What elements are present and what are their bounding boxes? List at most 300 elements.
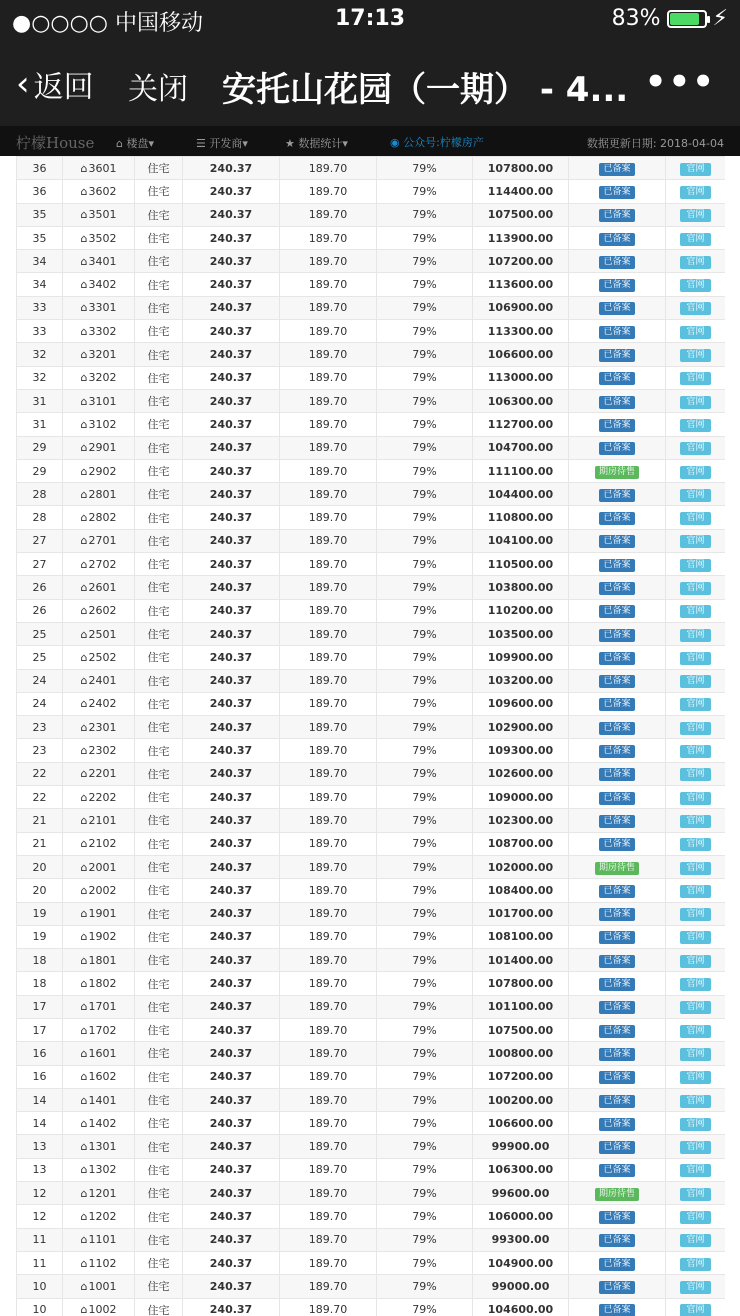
- usage-cell: 住宅: [135, 855, 183, 878]
- status-cell: [569, 622, 666, 645]
- status-badge: 已备案: [599, 978, 634, 991]
- status-badge: 已备案: [599, 186, 634, 199]
- room-cell: [63, 483, 135, 506]
- area-cell: 240.37: [183, 459, 280, 482]
- status-cell: [569, 459, 666, 482]
- more-options-button[interactable]: •••: [644, 62, 716, 102]
- house-icon: ⌂: [80, 1000, 88, 1014]
- usage-cell: 住宅: [135, 1158, 183, 1181]
- status-badge: 已备案: [599, 535, 634, 548]
- ratio-cell: 79%: [377, 506, 473, 529]
- floor-cell: 31: [17, 413, 63, 436]
- usage-cell: 住宅: [135, 902, 183, 925]
- wechat-account[interactable]: ◉ 公众号:柠檬房产: [390, 136, 484, 149]
- price-cell: 103800.00: [473, 576, 569, 599]
- link-cell: [666, 925, 726, 948]
- usage-cell: 住宅: [135, 343, 183, 366]
- room-number: 2402: [88, 697, 117, 711]
- link-cell: [666, 1298, 726, 1316]
- status-badge: 期房待售: [595, 1188, 639, 1201]
- status-cell: [569, 1018, 666, 1041]
- menu-developer[interactable]: ☰ 开发商▾: [196, 137, 248, 150]
- link-cell: [666, 436, 726, 459]
- area-cell: 240.37: [183, 553, 280, 576]
- status-badge: 已备案: [599, 233, 634, 246]
- ratio-cell: 79%: [377, 1251, 473, 1274]
- inner-area-cell: 189.70: [280, 250, 377, 273]
- house-icon: ⌂: [80, 254, 88, 268]
- floor-cell: 34: [17, 250, 63, 273]
- house-icon: ⌂: [80, 487, 88, 501]
- inner-area-cell: 189.70: [280, 436, 377, 459]
- status-cell: [569, 1251, 666, 1274]
- table-row: [17, 320, 726, 343]
- link-cell: [666, 250, 726, 273]
- area-cell: 240.37: [183, 180, 280, 203]
- status-cell: [569, 413, 666, 436]
- floor-cell: 36: [17, 180, 63, 203]
- link-cell: [666, 389, 726, 412]
- usage-cell: 住宅: [135, 646, 183, 669]
- room-number: 3501: [88, 208, 117, 222]
- table-row: [17, 995, 726, 1018]
- status-cell: [569, 1182, 666, 1205]
- price-cell: 110500.00: [473, 553, 569, 576]
- page-title: 安托山花园（一期） - 4...: [222, 70, 629, 110]
- room-cell: [63, 226, 135, 249]
- status-badge: 已备案: [599, 722, 634, 735]
- house-icon: ⌂: [80, 604, 88, 618]
- status-badge: 已备案: [599, 256, 634, 269]
- units-table-container[interactable]: [16, 156, 725, 1316]
- official-site-link[interactable]: 官网: [680, 466, 710, 479]
- official-site-link[interactable]: 官网: [680, 792, 710, 805]
- official-site-link[interactable]: 官网: [680, 1025, 710, 1038]
- link-cell: [666, 716, 726, 739]
- room-number: 3602: [88, 184, 117, 198]
- inner-area-cell: 189.70: [280, 180, 377, 203]
- ratio-cell: 79%: [377, 180, 473, 203]
- status-cell: [569, 1275, 666, 1298]
- official-site-link[interactable]: 官网: [680, 931, 710, 944]
- official-site-link[interactable]: 官网: [680, 722, 710, 735]
- room-number: 1701: [88, 1000, 117, 1014]
- room-number: 1301: [88, 1140, 117, 1154]
- house-icon: ⌂: [80, 1233, 88, 1247]
- room-cell: [63, 995, 135, 1018]
- room-number: 2202: [88, 790, 117, 804]
- link-cell: [666, 413, 726, 436]
- area-cell: 240.37: [183, 1018, 280, 1041]
- status-badge: 已备案: [599, 1164, 634, 1177]
- inner-area-cell: 189.70: [280, 1298, 377, 1316]
- room-number: 3502: [88, 231, 117, 245]
- table-row: [17, 506, 726, 529]
- official-site-link[interactable]: 官网: [680, 1048, 710, 1061]
- room-number: 3402: [88, 278, 117, 292]
- inner-area-cell: 189.70: [280, 855, 377, 878]
- ratio-cell: 79%: [377, 529, 473, 552]
- house-icon: ⌂: [80, 767, 88, 781]
- link-cell: [666, 1275, 726, 1298]
- official-site-link[interactable]: 官网: [680, 279, 710, 292]
- room-number: 2001: [88, 860, 117, 874]
- area-cell: 240.37: [183, 622, 280, 645]
- inner-area-cell: 189.70: [280, 273, 377, 296]
- inner-area-cell: 189.70: [280, 529, 377, 552]
- room-cell: [63, 622, 135, 645]
- official-site-link[interactable]: 官网: [680, 302, 710, 315]
- usage-cell: 住宅: [135, 366, 183, 389]
- table-row: [17, 786, 726, 809]
- room-cell: [63, 389, 135, 412]
- house-icon: ⌂: [80, 1046, 88, 1060]
- status-badge: 已备案: [599, 442, 634, 455]
- status-badge: 已备案: [599, 792, 634, 805]
- status-badge: 已备案: [599, 885, 634, 898]
- official-site-link[interactable]: 官网: [680, 1304, 710, 1316]
- usage-cell: 住宅: [135, 1228, 183, 1251]
- room-number: 2201: [88, 767, 117, 781]
- price-cell: 104600.00: [473, 1298, 569, 1316]
- status-cell: [569, 925, 666, 948]
- table-row: [17, 553, 726, 576]
- official-site-link[interactable]: 官网: [680, 442, 710, 455]
- table-row: [17, 669, 726, 692]
- floor-cell: 12: [17, 1182, 63, 1205]
- room-cell: [63, 413, 135, 436]
- inner-area-cell: 189.70: [280, 366, 377, 389]
- table-row: [17, 879, 726, 902]
- official-site-link[interactable]: 官网: [680, 978, 710, 991]
- ratio-cell: 79%: [377, 879, 473, 902]
- ratio-cell: 79%: [377, 273, 473, 296]
- official-site-link[interactable]: 官网: [680, 815, 710, 828]
- official-site-link[interactable]: 官网: [680, 1188, 710, 1201]
- official-site-link[interactable]: 官网: [680, 652, 710, 665]
- room-number: 1202: [88, 1210, 117, 1223]
- table-row: [17, 622, 726, 645]
- inner-area-cell: 189.70: [280, 320, 377, 343]
- usage-cell: 住宅: [135, 157, 183, 180]
- house-icon: ⌂: [80, 231, 88, 245]
- back-button[interactable]: [16, 62, 94, 106]
- table-row: [17, 1065, 726, 1088]
- official-site-link[interactable]: 官网: [680, 1258, 710, 1271]
- official-site-link[interactable]: 官网: [680, 1071, 710, 1084]
- room-number: 1102: [88, 1256, 117, 1270]
- official-site-link[interactable]: 官网: [680, 396, 710, 409]
- house-icon: ⌂: [80, 977, 88, 991]
- official-site-link[interactable]: 官网: [680, 372, 710, 385]
- inner-area-cell: 189.70: [280, 1042, 377, 1065]
- floor-cell: 22: [17, 762, 63, 785]
- ratio-cell: 79%: [377, 1205, 473, 1228]
- official-site-link[interactable]: 官网: [680, 186, 710, 199]
- room-cell: [63, 250, 135, 273]
- inner-area-cell: 189.70: [280, 1112, 377, 1135]
- inner-area-cell: 189.70: [280, 1205, 377, 1228]
- table-row: [17, 483, 726, 506]
- house-icon: ⌂: [80, 860, 88, 874]
- house-icon: ⌂: [80, 953, 88, 967]
- room-cell: [63, 366, 135, 389]
- ratio-cell: 79%: [377, 436, 473, 459]
- house-icon: ⌂: [80, 1256, 88, 1270]
- area-cell: 240.37: [183, 506, 280, 529]
- usage-cell: 住宅: [135, 226, 183, 249]
- room-cell: [63, 1182, 135, 1205]
- link-cell: [666, 622, 726, 645]
- floor-cell: 29: [17, 436, 63, 459]
- price-cell: 102300.00: [473, 809, 569, 832]
- price-cell: 108400.00: [473, 879, 569, 902]
- usage-cell: 住宅: [135, 786, 183, 809]
- status-badge: 已备案: [599, 1048, 634, 1061]
- official-site-link[interactable]: 官网: [680, 1234, 710, 1247]
- status-cell: [569, 949, 666, 972]
- status-cell: [569, 972, 666, 995]
- room-cell: [63, 529, 135, 552]
- ratio-cell: 79%: [377, 716, 473, 739]
- room-number: 1401: [88, 1093, 117, 1107]
- floor-cell: 16: [17, 1042, 63, 1065]
- price-cell: 106300.00: [473, 1158, 569, 1181]
- official-site-link[interactable]: 官网: [680, 605, 710, 618]
- status-badge: 已备案: [599, 629, 634, 642]
- usage-cell: 住宅: [135, 553, 183, 576]
- status-cell: [569, 599, 666, 622]
- status-badge: 已备案: [599, 768, 634, 781]
- floor-cell: 11: [17, 1251, 63, 1274]
- usage-cell: 住宅: [135, 1088, 183, 1111]
- area-cell: 240.37: [183, 646, 280, 669]
- area-cell: 240.37: [183, 809, 280, 832]
- link-cell: [666, 879, 726, 902]
- inner-area-cell: 189.70: [280, 1251, 377, 1274]
- official-site-link[interactable]: 官网: [680, 349, 710, 362]
- inner-area-cell: 189.70: [280, 1065, 377, 1088]
- official-site-link[interactable]: 官网: [680, 256, 710, 269]
- ratio-cell: 79%: [377, 1158, 473, 1181]
- ratio-cell: 79%: [377, 809, 473, 832]
- inner-area-cell: 189.70: [280, 296, 377, 319]
- area-cell: 240.37: [183, 1251, 280, 1274]
- official-site-link[interactable]: 官网: [680, 1001, 710, 1014]
- usage-cell: 住宅: [135, 506, 183, 529]
- official-site-link[interactable]: 官网: [680, 512, 710, 525]
- room-cell: [63, 832, 135, 855]
- official-site-link[interactable]: 官网: [680, 1118, 710, 1131]
- area-cell: 240.37: [183, 576, 280, 599]
- area-cell: 240.37: [183, 250, 280, 273]
- official-site-link[interactable]: 官网: [680, 1141, 710, 1154]
- room-cell: [63, 553, 135, 576]
- status-cell: [569, 483, 666, 506]
- official-site-link[interactable]: 官网: [680, 862, 710, 875]
- ratio-cell: 79%: [377, 1065, 473, 1088]
- inner-area-cell: 189.70: [280, 483, 377, 506]
- link-cell: [666, 180, 726, 203]
- link-cell: [666, 1065, 726, 1088]
- menu-loupan[interactable]: ⌂ 楼盘▾: [116, 137, 155, 150]
- usage-cell: 住宅: [135, 1112, 183, 1135]
- status-badge: 已备案: [599, 163, 634, 176]
- usage-cell: 住宅: [135, 1205, 183, 1228]
- official-site-link[interactable]: 官网: [680, 885, 710, 898]
- official-site-link[interactable]: 官网: [680, 419, 710, 432]
- floor-cell: 32: [17, 343, 63, 366]
- house-icon: ⌂: [80, 441, 88, 455]
- status-cell: [569, 320, 666, 343]
- usage-cell: 住宅: [135, 879, 183, 902]
- room-number: 1902: [88, 930, 117, 944]
- room-number: 1201: [88, 1186, 117, 1200]
- price-cell: 101400.00: [473, 949, 569, 972]
- status-badge: 已备案: [599, 908, 634, 921]
- official-site-link[interactable]: 官网: [680, 908, 710, 921]
- link-cell: [666, 786, 726, 809]
- status-cell: [569, 879, 666, 902]
- close-button[interactable]: 关闭: [128, 72, 188, 107]
- house-icon: ⌂: [80, 930, 88, 944]
- room-number: 2401: [88, 674, 117, 688]
- usage-cell: 住宅: [135, 1275, 183, 1298]
- price-cell: 100200.00: [473, 1088, 569, 1111]
- price-cell: 109900.00: [473, 646, 569, 669]
- official-site-link[interactable]: 官网: [680, 955, 710, 968]
- official-site-link[interactable]: 官网: [680, 629, 710, 642]
- link-cell: [666, 296, 726, 319]
- status-badge: 已备案: [599, 419, 634, 432]
- ratio-cell: 79%: [377, 739, 473, 762]
- room-number: 2501: [88, 627, 117, 641]
- price-cell: 106300.00: [473, 389, 569, 412]
- official-site-link[interactable]: 官网: [680, 233, 710, 246]
- area-cell: 240.37: [183, 902, 280, 925]
- status-badge: 已备案: [599, 209, 634, 222]
- floor-cell: 12: [17, 1205, 63, 1228]
- room-number: 2902: [88, 464, 117, 478]
- usage-cell: 住宅: [135, 1042, 183, 1065]
- usage-cell: 住宅: [135, 483, 183, 506]
- status-cell: [569, 273, 666, 296]
- official-site-link[interactable]: 官网: [680, 582, 710, 595]
- room-cell: [63, 320, 135, 343]
- room-number: 1101: [88, 1233, 117, 1247]
- ratio-cell: 79%: [377, 1088, 473, 1111]
- official-site-link[interactable]: 官网: [680, 163, 710, 176]
- inner-area-cell: 189.70: [280, 995, 377, 1018]
- status-badge: 已备案: [599, 349, 634, 362]
- official-site-link[interactable]: 官网: [680, 838, 710, 851]
- table-row: [17, 366, 726, 389]
- official-site-link[interactable]: 官网: [680, 1211, 710, 1224]
- official-site-link[interactable]: 官网: [680, 698, 710, 711]
- floor-cell: 18: [17, 972, 63, 995]
- table-row: [17, 436, 726, 459]
- chevron-left-icon: ‹: [16, 64, 30, 104]
- usage-cell: 住宅: [135, 925, 183, 948]
- ratio-cell: 79%: [377, 483, 473, 506]
- ratio-cell: 79%: [377, 786, 473, 809]
- house-icon: ⌂: [80, 627, 88, 641]
- floor-cell: 13: [17, 1135, 63, 1158]
- link-cell: [666, 1112, 726, 1135]
- inner-area-cell: 189.70: [280, 972, 377, 995]
- ratio-cell: 79%: [377, 1228, 473, 1251]
- official-site-link[interactable]: 官网: [680, 768, 710, 781]
- official-site-link[interactable]: 官网: [680, 559, 710, 572]
- house-icon: ⌂: [80, 697, 88, 711]
- status-badge: 已备案: [599, 1095, 634, 1108]
- area-cell: 240.37: [183, 1298, 280, 1316]
- status-cell: [569, 389, 666, 412]
- room-cell: [63, 157, 135, 180]
- usage-cell: 住宅: [135, 716, 183, 739]
- official-site-link[interactable]: 官网: [680, 326, 710, 339]
- status-badge: 已备案: [599, 1281, 634, 1294]
- room-cell: [63, 786, 135, 809]
- floor-cell: 24: [17, 692, 63, 715]
- charging-icon: ⚡: [712, 6, 728, 31]
- official-site-link[interactable]: 官网: [680, 745, 710, 758]
- price-cell: 99000.00: [473, 1275, 569, 1298]
- table-row: [17, 273, 726, 296]
- official-site-link[interactable]: 官网: [680, 1095, 710, 1108]
- official-site-link[interactable]: 官网: [680, 1281, 710, 1294]
- link-cell: [666, 1135, 726, 1158]
- room-cell: [63, 1065, 135, 1088]
- table-row: [17, 226, 726, 249]
- room-number: 2701: [88, 534, 117, 548]
- status-badge: 已备案: [599, 652, 634, 665]
- official-site-link[interactable]: 官网: [680, 489, 710, 502]
- link-cell: [666, 669, 726, 692]
- official-site-link[interactable]: 官网: [680, 1164, 710, 1177]
- room-cell: [63, 972, 135, 995]
- floor-cell: 20: [17, 879, 63, 902]
- official-site-link[interactable]: 官网: [680, 535, 710, 548]
- inner-area-cell: 189.70: [280, 1158, 377, 1181]
- house-icon: ⌂: [80, 1070, 88, 1084]
- status-badge: 已备案: [599, 489, 634, 502]
- table-row: [17, 459, 726, 482]
- menu-statistics[interactable]: ★ 数据统计▾: [285, 137, 348, 150]
- table-row: [17, 762, 726, 785]
- ratio-cell: 79%: [377, 972, 473, 995]
- official-site-link[interactable]: 官网: [680, 209, 710, 222]
- usage-cell: 住宅: [135, 599, 183, 622]
- ratio-cell: 79%: [377, 646, 473, 669]
- area-cell: 240.37: [183, 203, 280, 226]
- house-icon: ⌂: [80, 301, 88, 315]
- area-cell: 240.37: [183, 1088, 280, 1111]
- area-cell: 240.37: [183, 1182, 280, 1205]
- house-icon: ⌂: [80, 1140, 88, 1154]
- status-cell: [569, 576, 666, 599]
- table-row: [17, 180, 726, 203]
- link-cell: [666, 1042, 726, 1065]
- ratio-cell: 79%: [377, 296, 473, 319]
- official-site-link[interactable]: 官网: [680, 675, 710, 688]
- area-cell: 240.37: [183, 739, 280, 762]
- ratio-cell: 79%: [377, 389, 473, 412]
- inner-area-cell: 189.70: [280, 1135, 377, 1158]
- site-logo[interactable]: 柠檬House: [16, 134, 95, 152]
- usage-cell: 住宅: [135, 1135, 183, 1158]
- status-badge: 已备案: [599, 815, 634, 828]
